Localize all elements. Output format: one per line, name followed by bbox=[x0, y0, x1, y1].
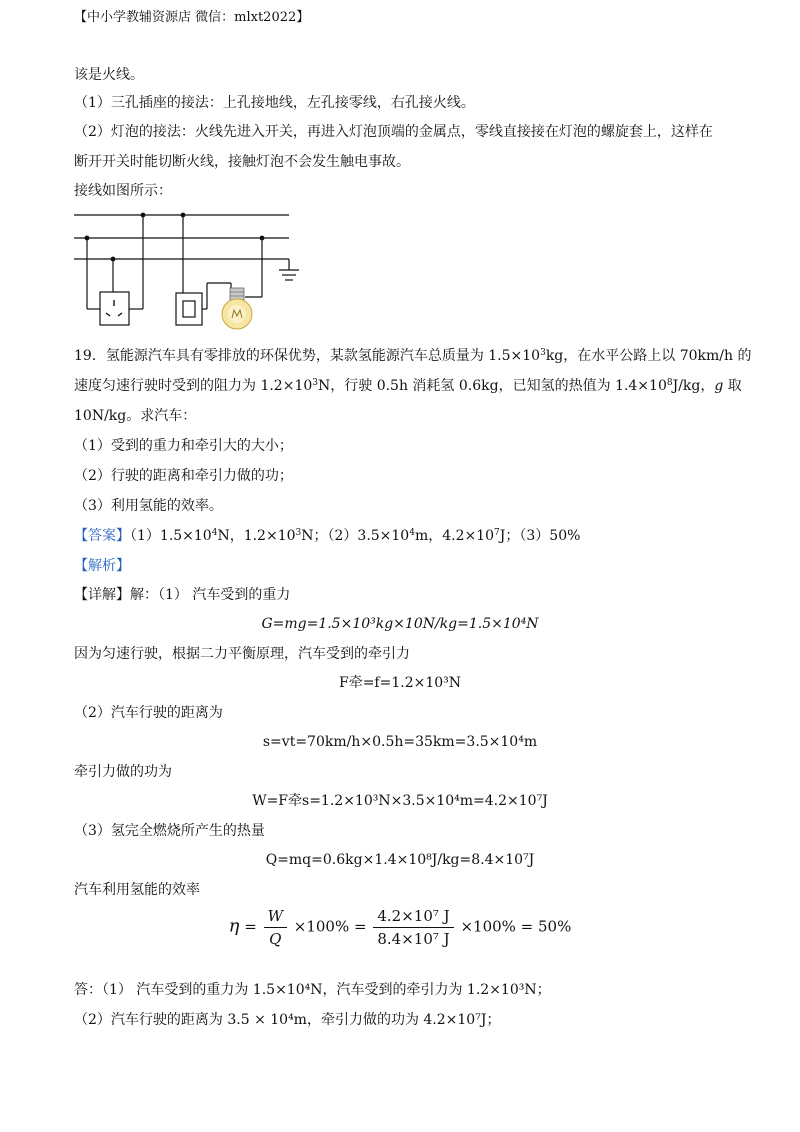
page-header: 【中小学教辅资源店 微信：mlxt2022】 bbox=[74, 10, 310, 25]
analysis-text-4: 牵引力做的功为 bbox=[74, 764, 172, 780]
equation-gravity: G=mg=1.5×10³kg×10N/kg=1.5×10⁴N bbox=[261, 616, 539, 632]
answer-line: 【答案】$(1)1.5\times 10^4N$，$1.2\times 10^3N$；$(2)3.5\times 10^4m$，$4.2\times 10^7J$；（3）50% bbox=[74, 528, 581, 544]
equation-efficiency: η = $\frac{W}{Q}$ ×100% = $\frac{\text{4.2×10⁷ J}}{\text{8.4×10⁷ J}}$ ×100% = 50% bbox=[228, 907, 572, 948]
switch-box bbox=[176, 293, 202, 325]
analysis-text-3: （2）汽车行驶的距离为 bbox=[74, 705, 223, 721]
intro-item-2b: 断开开关时能切断火线，接触灯泡不会发生触电事故。 bbox=[74, 154, 410, 170]
fraction-w-over-q: $\frac{W}{Q}$ bbox=[264, 905, 287, 950]
problem-line-3: 10N/kg。求汽车： bbox=[74, 408, 197, 424]
wiring-diagram bbox=[0, 0, 800, 340]
analysis-text-2: 因为匀速行驶，根据二力平衡原理，汽车受到的牵引力 bbox=[74, 646, 410, 662]
analysis-text-6: 汽车利用氢能的效率 bbox=[74, 882, 200, 898]
equation-traction: F牵=f=1.2×10³N bbox=[338, 675, 462, 691]
detail-line: 【详解】解：（1） 汽车受到的重力 bbox=[74, 587, 291, 603]
intro-line: 该是火线。 bbox=[74, 67, 144, 83]
conclusion-line-2: （2）汽车行驶的距离为 3.5 × 10⁴m，牵引力做的功为 4.2×10⁷J； bbox=[74, 1012, 501, 1028]
problem-line-2: 速度匀速行驶时受到的阻力为 $1.2\times 10^3N$，行驶 0.5h 消耗氢 0.6kg，已知氢的热值为 $1.4\times 10^8J/kg$，g 取 bbox=[74, 378, 742, 394]
socket-box bbox=[100, 292, 129, 325]
switch-icon bbox=[183, 301, 195, 317]
fraction-values: $\frac{\text{4.2×10⁷ J}}{\text{8.4×10⁷ J}}$ bbox=[373, 905, 453, 950]
diagram-caption: 接线如图所示： bbox=[74, 183, 172, 199]
answer-label: 【答案】 bbox=[74, 528, 130, 544]
analysis-label: 【解析】 bbox=[74, 558, 130, 574]
problem-line-1: 19．氢能源汽车具有零排放的环保优势，某款氢能源汽车总质量为 $1.5\times 10^3kg$，在水平公路上以 70km/h 的 bbox=[74, 348, 752, 364]
analysis-text-5: （3）氢完全燃烧所产生的热量 bbox=[74, 823, 265, 839]
question-3: （3）利用氢能的效率。 bbox=[74, 498, 223, 514]
question-2: （2）行驶的距离和牵引力做的功； bbox=[74, 468, 293, 484]
intro-item-1: （1）三孔插座的接法：上孔接地线，左孔接零线，右孔接火线。 bbox=[74, 95, 475, 111]
equation-distance: s=vt=70km/h×0.5h=35km=3.5×10⁴m bbox=[262, 734, 538, 750]
equation-heat: Q=mq=0.6kg×1.4×10⁸J/kg=8.4×10⁷J bbox=[265, 852, 535, 868]
intro-item-2a: （2）灯泡的接法：火线先进入开关，再进入灯泡顶端的金属点，零线直接接在灯泡的螺旋套上，这样在 bbox=[74, 124, 713, 140]
equation-work: W=F牵s=1.2×10³N×3.5×10⁴m=4.2×10⁷J bbox=[252, 793, 548, 809]
light-bulb-icon bbox=[222, 288, 252, 329]
question-1: （1）受到的重力和牵引大的大小； bbox=[74, 438, 293, 454]
conclusion-line-1: 答：（1） 汽车受到的重力为 1.5×10⁴N，汽车受到的牵引力为 1.2×10³N； bbox=[74, 982, 551, 998]
